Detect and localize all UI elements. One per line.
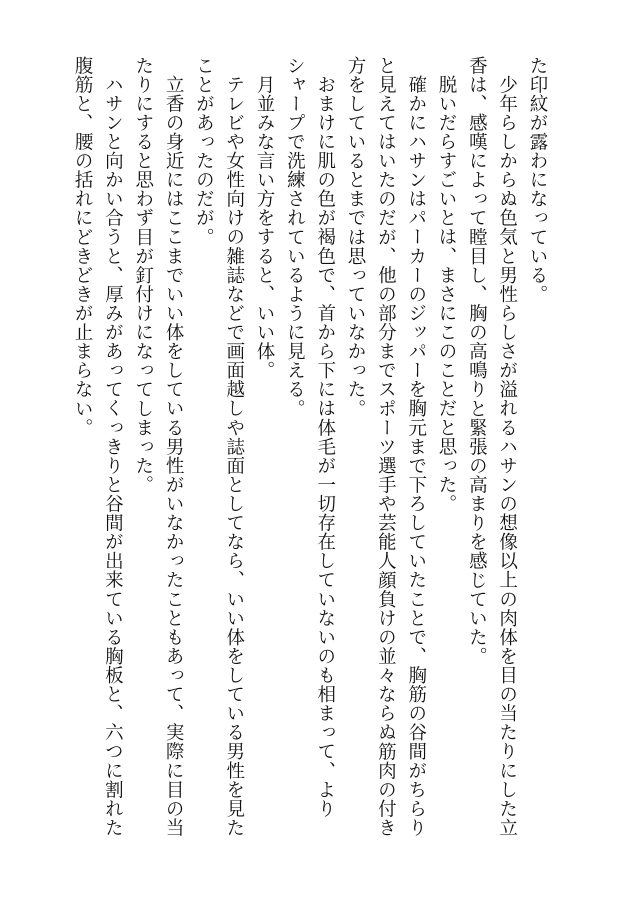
text-line: た印紋が露わになっている。 <box>527 56 548 304</box>
text-line: テレビや女性向けの雑誌などで画面越しや誌面としてなら、いい体をしている男性を見た <box>223 74 245 837</box>
text-line: と見えてはいたのだが、他の部分までスポーツ選手や芸能人顔負けの並々ならぬ筋肉の付き <box>375 56 397 838</box>
text-line: たりにすると思わず目が釘付けになってしまった。 <box>132 56 154 495</box>
text-line: シャープで洗練されているように見える。 <box>284 56 306 419</box>
text-line: 脱いだらすごいとは、まさにこのことだと思った。 <box>436 74 458 513</box>
text-line: ハサンと向かい合うと、厚みがあってくっきりと谷間が出来ている胸板と、六つに割れた <box>102 74 124 837</box>
text-line: 香は、感嘆によって瞠目し、胸の高鳴りと緊張の高まりを感じていた。 <box>466 56 488 666</box>
text-line: ことがあったのだが。 <box>193 56 215 247</box>
text-line: 少年らしからぬ色気と男性らしさが溢れるハサンの想像以上の肉体を目の当たりにした立 <box>496 74 518 837</box>
text-line: 方をしているとまでは思っていなかった。 <box>345 56 367 419</box>
text-line: 立香の身近にはここまでいい体をしている男性がいなかったこともあって、実際に目の当 <box>163 74 185 837</box>
vertical-text-body <box>67 56 552 876</box>
text-line: 腹筋と、腰の括れにどきどきが止まらない。 <box>72 56 94 438</box>
text-line: おまけに肌の色が褐色で、首から下には体毛が一切存在していないのも相まって、より <box>314 74 336 818</box>
text-line: 月並みな言い方をすると、いい体。 <box>254 74 276 380</box>
text-line: 確かにハサンはパーカーのジッパーを胸元まで下ろしていたことで、胸筋の谷間がちらり <box>405 74 427 837</box>
